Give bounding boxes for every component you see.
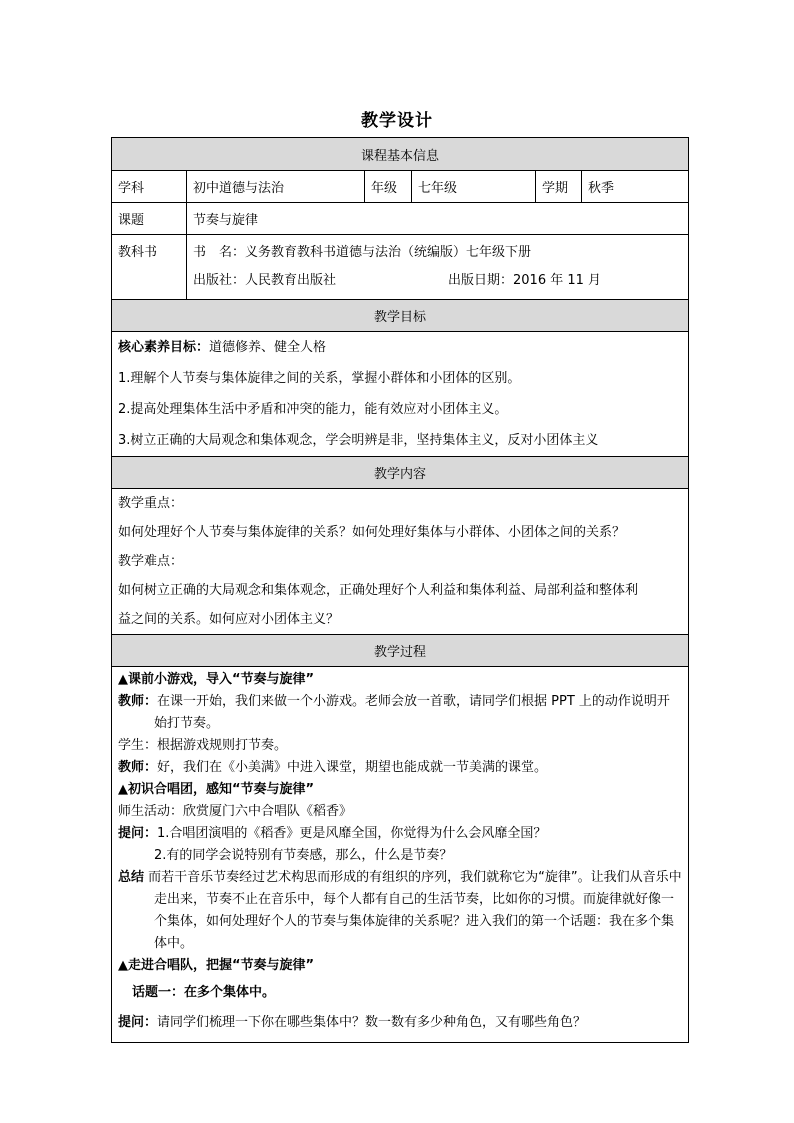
textbook-label: 教科书 [112,235,187,300]
s1-teacher-label: 教师： [118,694,158,709]
s2-q1-text: 1.合唱团演唱的《稻香》更是风靡全国，你觉得为什么会风靡全国？ [157,826,547,841]
s2-question-1 [118,823,682,845]
s2-ask-label: 提问： [118,826,158,841]
document-title: 教学设计 [361,111,433,131]
s1-teacher [118,691,682,735]
subject-label: 学科 [112,171,187,203]
core-goal-value: 道德修养、健全人格 [209,340,327,355]
goals-header: 教学目标 [112,300,689,332]
subject-value: 初中道德与法治 [187,171,365,203]
difficulty-text-1: 如何树立正确的大局观念和集体观念，正确处理好个人利益和集体利益、局部利益和整体利 [118,583,639,598]
s1-teacher-2 [118,757,682,779]
s3-topic: 话题一：在多个集体中。 [132,985,276,1000]
goals-body [112,332,689,457]
term-value: 秋季 [582,171,689,203]
s1-teacher2-label: 教师： [118,760,158,775]
content-body [112,489,689,635]
lesson-plan-table [111,137,689,1043]
difficulty-text-2: 益之间的关系。如何应对小团体主义？ [118,612,340,627]
section-3-title: ▲走进合唱队，把握“节奏与旋律” [118,958,315,973]
publish-date: 出版日期：2016 年 11 月 [448,273,602,288]
grade-value: 七年级 [412,171,536,203]
key-point-label: 教学重点： [118,496,184,511]
content-header: 教学内容 [112,457,689,489]
term-label: 学期 [536,171,582,203]
section-1-title: ▲课前小游戏，导入“节奏与旋律” [118,672,315,687]
core-goal-label: 核心素养目标： [118,340,210,355]
s2-sum-text: 而若干音乐节奏经过艺术构思而形成的有组织的序列，我们就称它为“旋律”。让我们从音乐中走出来，节奏不止在音乐中，每个人都有自己的生活节奏，比如你的习惯。而旋律就好像一个集体，如何处理好个人的节奏与集体旋律的关系呢？进入我们的第一个话题：我在多个集体中。 [144,870,682,951]
process-body [112,667,689,1043]
difficulty-label: 教学难点： [118,554,184,569]
topic-value: 节奏与旋律 [187,203,689,235]
goal-item-3: 3.树立正确的大局观念和集体观念，学会明辨是非，坚持集体主义，反对小团体主义 [118,433,599,448]
publisher: 出版社：人民教育出版社 [193,273,337,288]
s1-teacher-text: 在课一开始，我们来做一个小游戏。老师会放一首歌，请同学们根据 PPT 上的动作说明开始打节奏。 [154,694,670,731]
core-goal [118,332,682,363]
basic-info-header: 课程基本信息 [112,138,689,171]
s3-question [118,1008,682,1038]
s1-student: 学生：根据游戏规则打节奏。 [118,738,288,753]
s1-teacher2-text: 好，我们在《小美满》中进入课堂，期望也能成就一节美满的课堂。 [157,760,548,775]
grade-label: 年级 [365,171,412,203]
key-point-text: 如何处理好个人节奏与集体旋律的关系？如何处理好集体与小群体、小团体之间的关系？ [118,525,626,540]
goal-item-2: 2.提高处理集体生活中矛盾和冲突的能力，能有效应对小团体主义。 [118,402,508,417]
publish-row [193,267,682,295]
s3-ask-label: 提问： [118,1015,158,1030]
topic-label: 课题 [112,203,187,235]
section-2-title: ▲初识合唱团，感知“节奏与旋律” [118,782,315,797]
s3-ask-text: 请同学们梳理一下你在哪些集体中？数一数有多少种角色，又有哪些角色？ [157,1015,587,1030]
s2-sum-label: 总结 [118,870,145,885]
textbook-info [187,235,689,300]
s2-question-2: 2.有的同学会说特别有节奏感，那么，什么是节奏？ [154,848,453,863]
process-header: 教学过程 [112,635,689,667]
s2-activity: 师生活动：欣赏厦门六中合唱队《稻香》 [118,804,353,819]
goal-item-1: 1.理解个人节奏与集体旋律之间的关系，掌握小群体和小团体的区别。 [118,371,521,386]
book-name: 书 名：义务教育教科书道德与法治（统编版）七年级下册 [193,245,532,260]
s2-summary [118,867,682,955]
